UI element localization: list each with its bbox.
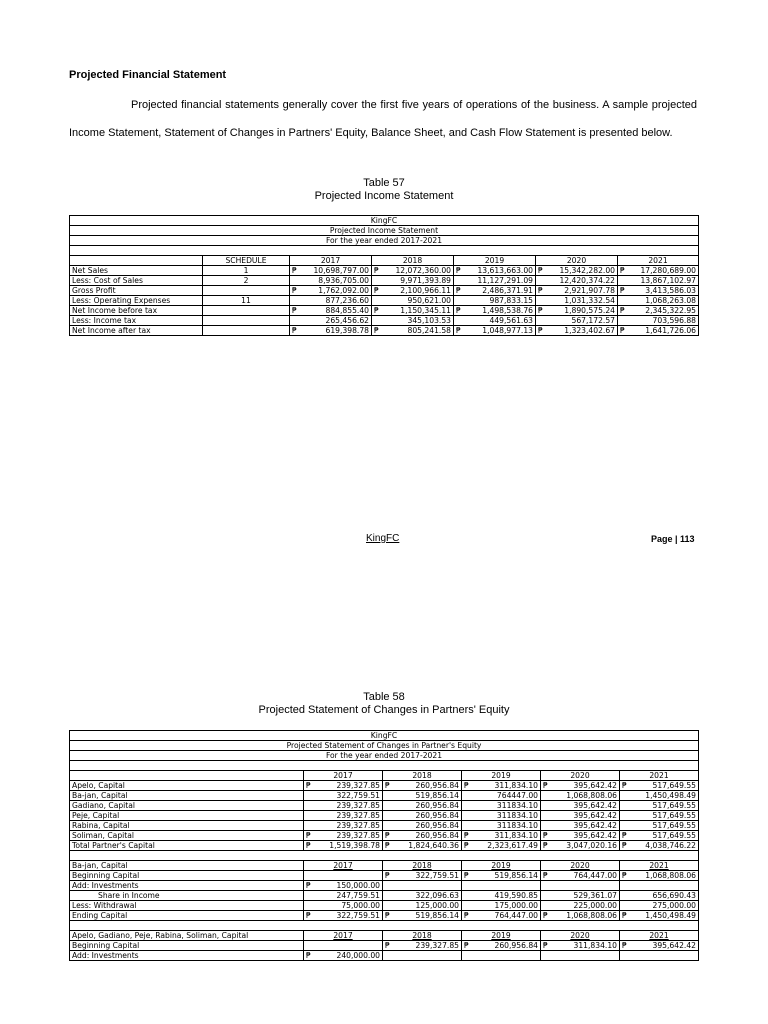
table-row xyxy=(70,881,699,891)
year-header: 2018 xyxy=(383,931,462,941)
value-cell: ₱ 395,642.42 xyxy=(620,941,699,951)
value-cell: ₱ 2,486,371.91 xyxy=(454,286,536,296)
row-label: Net Income after tax xyxy=(70,326,203,336)
value-cell: ₱ 1,068,808.06 xyxy=(541,911,620,921)
row-label: Gadiano, Capital xyxy=(70,801,304,811)
value-cell: ₱ 260,956.84 xyxy=(383,831,462,841)
table57-company: KingFC xyxy=(70,216,699,226)
value-cell: 1,450,498.49 xyxy=(620,791,699,801)
value-cell: ₱ 2,921,907.78 xyxy=(536,286,618,296)
table-row xyxy=(70,286,699,296)
value-cell: ₱ 3,047,020.16 xyxy=(541,841,620,851)
row-label: Apelo, Capital xyxy=(70,781,304,791)
table-row xyxy=(70,306,699,316)
section-heading: Projected Financial Statement xyxy=(69,69,227,81)
value-cell: ₱ 1,762,092.00 xyxy=(290,286,372,296)
value-cell: 275,000.00 xyxy=(620,901,699,911)
table-row xyxy=(70,276,699,286)
value-cell: 247,759.51 xyxy=(304,891,383,901)
table-row xyxy=(70,841,699,851)
value-cell: ₱ 311,834.10 xyxy=(462,831,541,841)
value-cell: ₱ 2,323,617.49 xyxy=(462,841,541,851)
value-cell: ₱ 395,642.42 xyxy=(541,831,620,841)
value-cell: ₱ 1,068,808.06 xyxy=(620,871,699,881)
value-cell xyxy=(620,881,699,891)
intro-paragraph xyxy=(69,92,697,147)
table-row xyxy=(70,811,699,821)
value-cell: ₱ 13,613,663.00 xyxy=(454,266,536,276)
row-label: Rabina, Capital xyxy=(70,821,304,831)
value-cell: ₱ 884,855.40 xyxy=(290,306,372,316)
value-cell: ₱ 260,956.84 xyxy=(383,781,462,791)
table57-caption-title: Projected Income Statement xyxy=(314,190,454,202)
value-cell: ₱ 239,327.85 xyxy=(304,831,383,841)
page-number: Page | 113 xyxy=(651,534,695,544)
row-label: Net Sales xyxy=(70,266,203,276)
value-cell: ₱ 322,759.51 xyxy=(304,911,383,921)
value-cell: ₱ 239,327.85 xyxy=(383,941,462,951)
year-header: 2020 xyxy=(541,931,620,941)
value-cell: ₱ 805,241.58 xyxy=(372,326,454,336)
table58-caption-number: Table 58 xyxy=(363,691,405,703)
table58-caption-title: Projected Statement of Changes in Partners' Equity xyxy=(258,704,510,716)
year-header: 2017 xyxy=(290,256,372,266)
schedule-cell: 2 xyxy=(203,276,290,286)
schedule-cell xyxy=(203,286,290,296)
table-row xyxy=(70,831,699,841)
year-header: 2019 xyxy=(454,256,536,266)
year-header: 2017 xyxy=(304,861,383,871)
table-row xyxy=(70,326,699,336)
value-cell: 517,649.55 xyxy=(620,801,699,811)
value-cell: ₱ 15,342,282.00 xyxy=(536,266,618,276)
value-cell: 1,031,332.54 xyxy=(536,296,618,306)
schedule-cell xyxy=(203,326,290,336)
value-cell: 519,856.14 xyxy=(383,791,462,801)
value-cell: 529,361.07 xyxy=(541,891,620,901)
table-row xyxy=(70,781,699,791)
schedule-cell xyxy=(203,306,290,316)
year-header: 2018 xyxy=(383,771,462,781)
value-cell: 517,649.55 xyxy=(620,811,699,821)
value-cell: ₱ 260,956.84 xyxy=(462,941,541,951)
value-cell xyxy=(383,881,462,891)
year-header: 2021 xyxy=(620,931,699,941)
year-header: 2019 xyxy=(462,931,541,941)
value-cell: 239,327.85 xyxy=(304,811,383,821)
value-cell: 239,327.85 xyxy=(304,801,383,811)
value-cell: 877,236.60 xyxy=(290,296,372,306)
table-row xyxy=(70,901,699,911)
value-cell: 345,103.53 xyxy=(372,316,454,326)
schedule-header: SCHEDULE xyxy=(203,256,290,266)
value-cell: 987,833.15 xyxy=(454,296,536,306)
income-statement-table xyxy=(69,215,699,336)
value-cell xyxy=(383,951,462,961)
value-cell: ₱ 1,498,538.76 xyxy=(454,306,536,316)
table-row xyxy=(70,296,699,306)
row-label: Ba-jan, Capital xyxy=(70,791,304,801)
table-row xyxy=(70,911,699,921)
value-cell: 225,000.00 xyxy=(541,901,620,911)
value-cell: ₱ 395,642.42 xyxy=(541,781,620,791)
table57-caption-number: Table 57 xyxy=(363,177,405,189)
table57-title: Projected Income Statement xyxy=(70,226,699,236)
value-cell: ₱ 10,698,797.00 xyxy=(290,266,372,276)
table-row xyxy=(70,941,699,951)
year-header: 2018 xyxy=(372,256,454,266)
year-header: 2017 xyxy=(304,771,383,781)
value-cell xyxy=(304,941,383,951)
row-label: Add: Investments xyxy=(70,881,304,891)
row-label: Beginning Capital xyxy=(70,941,304,951)
table-row xyxy=(70,821,699,831)
year-header: 2021 xyxy=(620,861,699,871)
value-cell: ₱ 1,890,575.24 xyxy=(536,306,618,316)
value-cell: 260,956.84 xyxy=(383,821,462,831)
table-row xyxy=(70,266,699,276)
value-cell: ₱ 764,447.00 xyxy=(541,871,620,881)
value-cell: ₱ 322,759.51 xyxy=(383,871,462,881)
table58-company: KingFC xyxy=(70,731,699,741)
row-label: Less: Cost of Sales xyxy=(70,276,203,286)
value-cell: 311834.10 xyxy=(462,811,541,821)
value-cell: 419,590.85 xyxy=(462,891,541,901)
value-cell: ₱ 240,000.00 xyxy=(304,951,383,961)
year-header: 2020 xyxy=(541,771,620,781)
value-cell: 656,690.43 xyxy=(620,891,699,901)
value-cell: ₱ 12,072,360.00 xyxy=(372,266,454,276)
value-cell: 13,867,102.97 xyxy=(618,276,699,286)
row-label: Less: Income tax xyxy=(70,316,203,326)
value-cell xyxy=(304,871,383,881)
partners-equity-table xyxy=(69,730,699,961)
value-cell: ₱ 1,641,726.06 xyxy=(618,326,699,336)
table57-period: For the year ended 2017-2021 xyxy=(70,236,699,246)
value-cell: 12,420,374.22 xyxy=(536,276,618,286)
year-header: 2021 xyxy=(618,256,699,266)
intro-text: Projected financial statements generally cover the first five years of operations of the business. A sample projected Income Statement, Statement of Changes in Partners' Equity, Balance Sheet, and Cash Flow Statement is presented below. xyxy=(69,99,697,139)
value-cell: ₱ 311,834.10 xyxy=(462,781,541,791)
year-header: 2018 xyxy=(383,861,462,871)
value-cell: ₱ 519,856.14 xyxy=(383,911,462,921)
year-header: 2019 xyxy=(462,861,541,871)
row-label: Total Partner's Capital xyxy=(70,841,304,851)
value-cell: 75,000.00 xyxy=(304,901,383,911)
section-header-label: Apelo, Gadiano, Peje, Rabina, Soliman, Capital xyxy=(70,931,304,941)
value-cell: ₱ 517,649.55 xyxy=(620,831,699,841)
value-cell: 567,172.57 xyxy=(536,316,618,326)
value-cell: ₱ 1,450,498.49 xyxy=(620,911,699,921)
value-cell: ₱ 3,413,586.03 xyxy=(618,286,699,296)
table-row xyxy=(70,951,699,961)
row-label: Gross Profit xyxy=(70,286,203,296)
row-label: Share in Income xyxy=(70,891,304,901)
year-header: 2017 xyxy=(304,931,383,941)
row-label: Soliman, Capital xyxy=(70,831,304,841)
value-cell: ₱ 4,038,746.22 xyxy=(620,841,699,851)
value-cell: ₱ 764,447.00 xyxy=(462,911,541,921)
table58-title: Projected Statement of Changes in Partner's Equity xyxy=(70,741,699,751)
table-row xyxy=(70,801,699,811)
value-cell: ₱ 311,834.10 xyxy=(541,941,620,951)
value-cell: 260,956.84 xyxy=(383,801,462,811)
value-cell: ₱ 150,000.00 xyxy=(304,881,383,891)
footer-logo: KingFC xyxy=(366,533,400,544)
value-cell: 125,000.00 xyxy=(383,901,462,911)
value-cell: 260,956.84 xyxy=(383,811,462,821)
value-cell: 265,456.62 xyxy=(290,316,372,326)
value-cell: 9,971,393.89 xyxy=(372,276,454,286)
schedule-cell xyxy=(203,316,290,326)
row-label: Less: Operating Expenses xyxy=(70,296,203,306)
year-header: 2020 xyxy=(541,861,620,871)
value-cell: 311834.10 xyxy=(462,821,541,831)
value-cell: ₱ 517,649.55 xyxy=(620,781,699,791)
value-cell: 175,000.00 xyxy=(462,901,541,911)
value-cell: ₱ 1,519,398.78 xyxy=(304,841,383,851)
value-cell xyxy=(462,951,541,961)
value-cell: ₱ 1,323,402.67 xyxy=(536,326,618,336)
value-cell: 311834.10 xyxy=(462,801,541,811)
row-label: Net Income before tax xyxy=(70,306,203,316)
value-cell xyxy=(541,951,620,961)
year-header: 2020 xyxy=(536,256,618,266)
value-cell: ₱ 2,345,322.95 xyxy=(618,306,699,316)
value-cell: 322,096.63 xyxy=(383,891,462,901)
year-header: 2019 xyxy=(462,771,541,781)
table-row xyxy=(70,891,699,901)
value-cell: 11,127,291.09 xyxy=(454,276,536,286)
table-row xyxy=(70,316,699,326)
value-cell: 322,759.51 xyxy=(304,791,383,801)
table-row xyxy=(70,791,699,801)
row-label: Less: Withdrawal xyxy=(70,901,304,911)
row-label: Beginning Capital xyxy=(70,871,304,881)
value-cell: 517,649.55 xyxy=(620,821,699,831)
year-header: 2021 xyxy=(620,771,699,781)
value-cell: 950,621.00 xyxy=(372,296,454,306)
value-cell: 764447.00 xyxy=(462,791,541,801)
row-label: Add: Investments xyxy=(70,951,304,961)
row-label: Ending Capital xyxy=(70,911,304,921)
schedule-cell: 1 xyxy=(203,266,290,276)
value-cell: 8,936,705.00 xyxy=(290,276,372,286)
value-cell: 239,327.85 xyxy=(304,821,383,831)
value-cell: 1,068,808.06 xyxy=(541,791,620,801)
value-cell: 395,642.42 xyxy=(541,811,620,821)
value-cell: 1,068,263.08 xyxy=(618,296,699,306)
table58-period: For the year ended 2017-2021 xyxy=(70,751,699,761)
value-cell: 449,561.63 xyxy=(454,316,536,326)
table-row xyxy=(70,871,699,881)
value-cell xyxy=(541,881,620,891)
value-cell: 395,642.42 xyxy=(541,821,620,831)
schedule-cell: 11 xyxy=(203,296,290,306)
value-cell xyxy=(620,951,699,961)
value-cell: ₱ 2,100,966.11 xyxy=(372,286,454,296)
row-label: Peje, Capital xyxy=(70,811,304,821)
section-header-label: Ba-jan, Capital xyxy=(70,861,304,871)
value-cell xyxy=(462,881,541,891)
value-cell: ₱ 239,327.85 xyxy=(304,781,383,791)
value-cell: ₱ 17,280,689.00 xyxy=(618,266,699,276)
value-cell: ₱ 1,824,640.36 xyxy=(383,841,462,851)
value-cell: ₱ 619,398.78 xyxy=(290,326,372,336)
value-cell: 703,596.88 xyxy=(618,316,699,326)
value-cell: ₱ 1,048,977.13 xyxy=(454,326,536,336)
value-cell: ₱ 1,150,345.11 xyxy=(372,306,454,316)
value-cell: ₱ 519,856.14 xyxy=(462,871,541,881)
value-cell: 395,642.42 xyxy=(541,801,620,811)
